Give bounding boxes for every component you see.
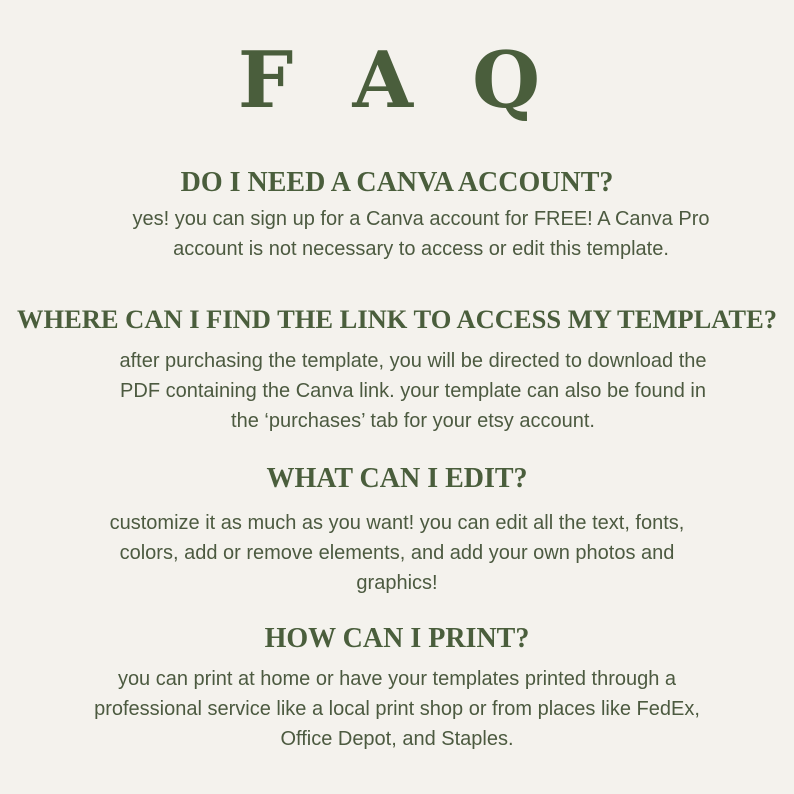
faq-answer-2-line-1: after purchasing the template, you will be directed to download the (119, 350, 707, 372)
faq-answer-3 (0, 508, 794, 598)
faq-answer-4-line-3: Office Depot, and Staples. (280, 728, 514, 750)
faq-answer-4-line-2: professional service like a local print shop or from places like FedEx, (94, 698, 700, 720)
faq-answer-1-line-1: yes! you can sign up for a Canva account for FREE! A Canva Pro (132, 208, 710, 230)
page-title: F A Q (237, 35, 557, 126)
faq-answer-2-line-3: the ‘purchases’ tab for your etsy account. (231, 410, 595, 432)
faq-answer-3-line-2: colors, add or remove elements, and add your own photos and (119, 542, 675, 564)
faq-question-1: DO I NEED A CANVA ACCOUNT? (180, 167, 614, 198)
faq-answer-3-line-1: customize it as much as you want! you can edit all the text, fonts, (109, 512, 685, 534)
faq-question-4: HOW CAN I PRINT? (264, 623, 530, 654)
faq-question-3: WHAT CAN I EDIT? (266, 463, 528, 494)
faq-answer-1 (24, 204, 794, 264)
faq-answer-4-line-1: you can print at home or have your templates printed through a (117, 668, 677, 690)
faq-answer-2-line-2: PDF containing the Canva link. your template can also be found in (120, 380, 706, 402)
faq-answer-1-line-2: account is not necessary to access or edit this template. (173, 238, 669, 260)
faq-answer-3-line-3: graphics! (356, 572, 438, 594)
faq-answer-4 (0, 664, 794, 754)
faq-answer-2 (16, 346, 794, 436)
faq-question-2: WHERE CAN I FIND THE LINK TO ACCESS MY TEMPLATE? (16, 304, 778, 334)
